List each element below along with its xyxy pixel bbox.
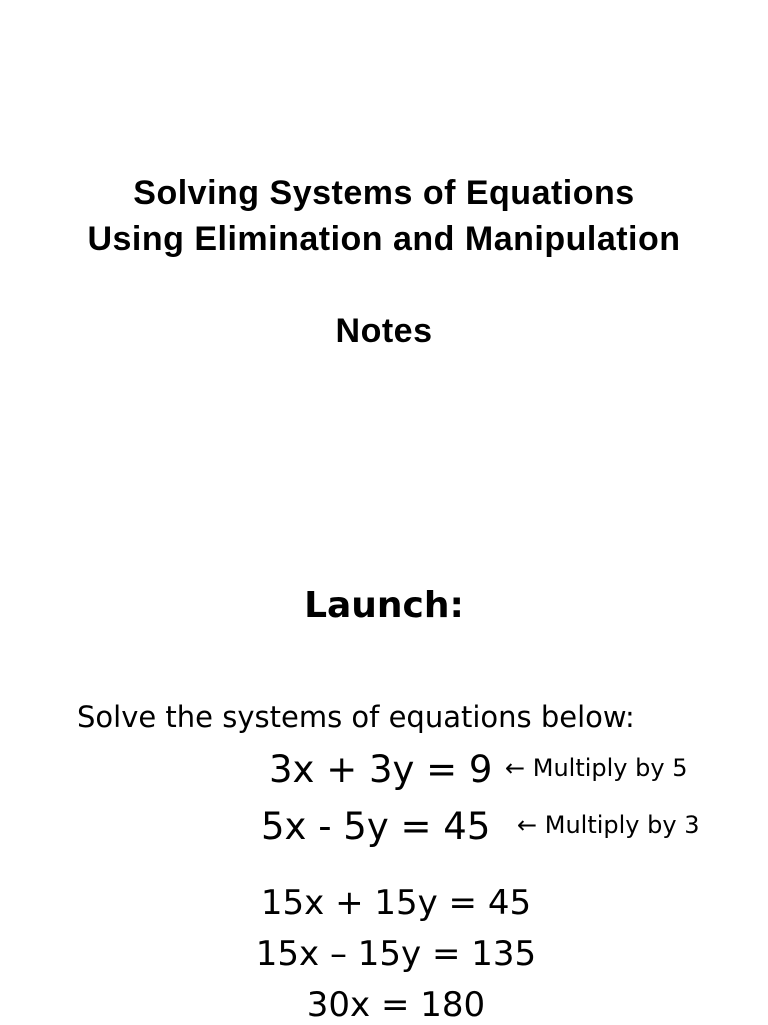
title-line-1: Solving Systems of Equations	[133, 174, 635, 212]
work-step-3: 30x = 180	[306, 985, 486, 1025]
page-subtitle: Notes	[335, 312, 433, 350]
equation-2-note: ← Multiply by 3	[517, 811, 700, 839]
work-step-1: 15x + 15y = 45	[260, 883, 532, 923]
title-line-2: Using Elimination and Manipulation	[87, 220, 681, 258]
equation-1-note: ← Multiply by 5	[505, 754, 688, 782]
work-step-2: 15x – 15y = 135	[255, 934, 537, 974]
instruction-text: Solve the systems of equations below:	[77, 700, 635, 734]
equation-1: 3x + 3y = 9	[269, 748, 493, 791]
launch-heading: Launch:	[304, 585, 464, 626]
equation-2: 5x - 5y = 45	[261, 805, 491, 848]
